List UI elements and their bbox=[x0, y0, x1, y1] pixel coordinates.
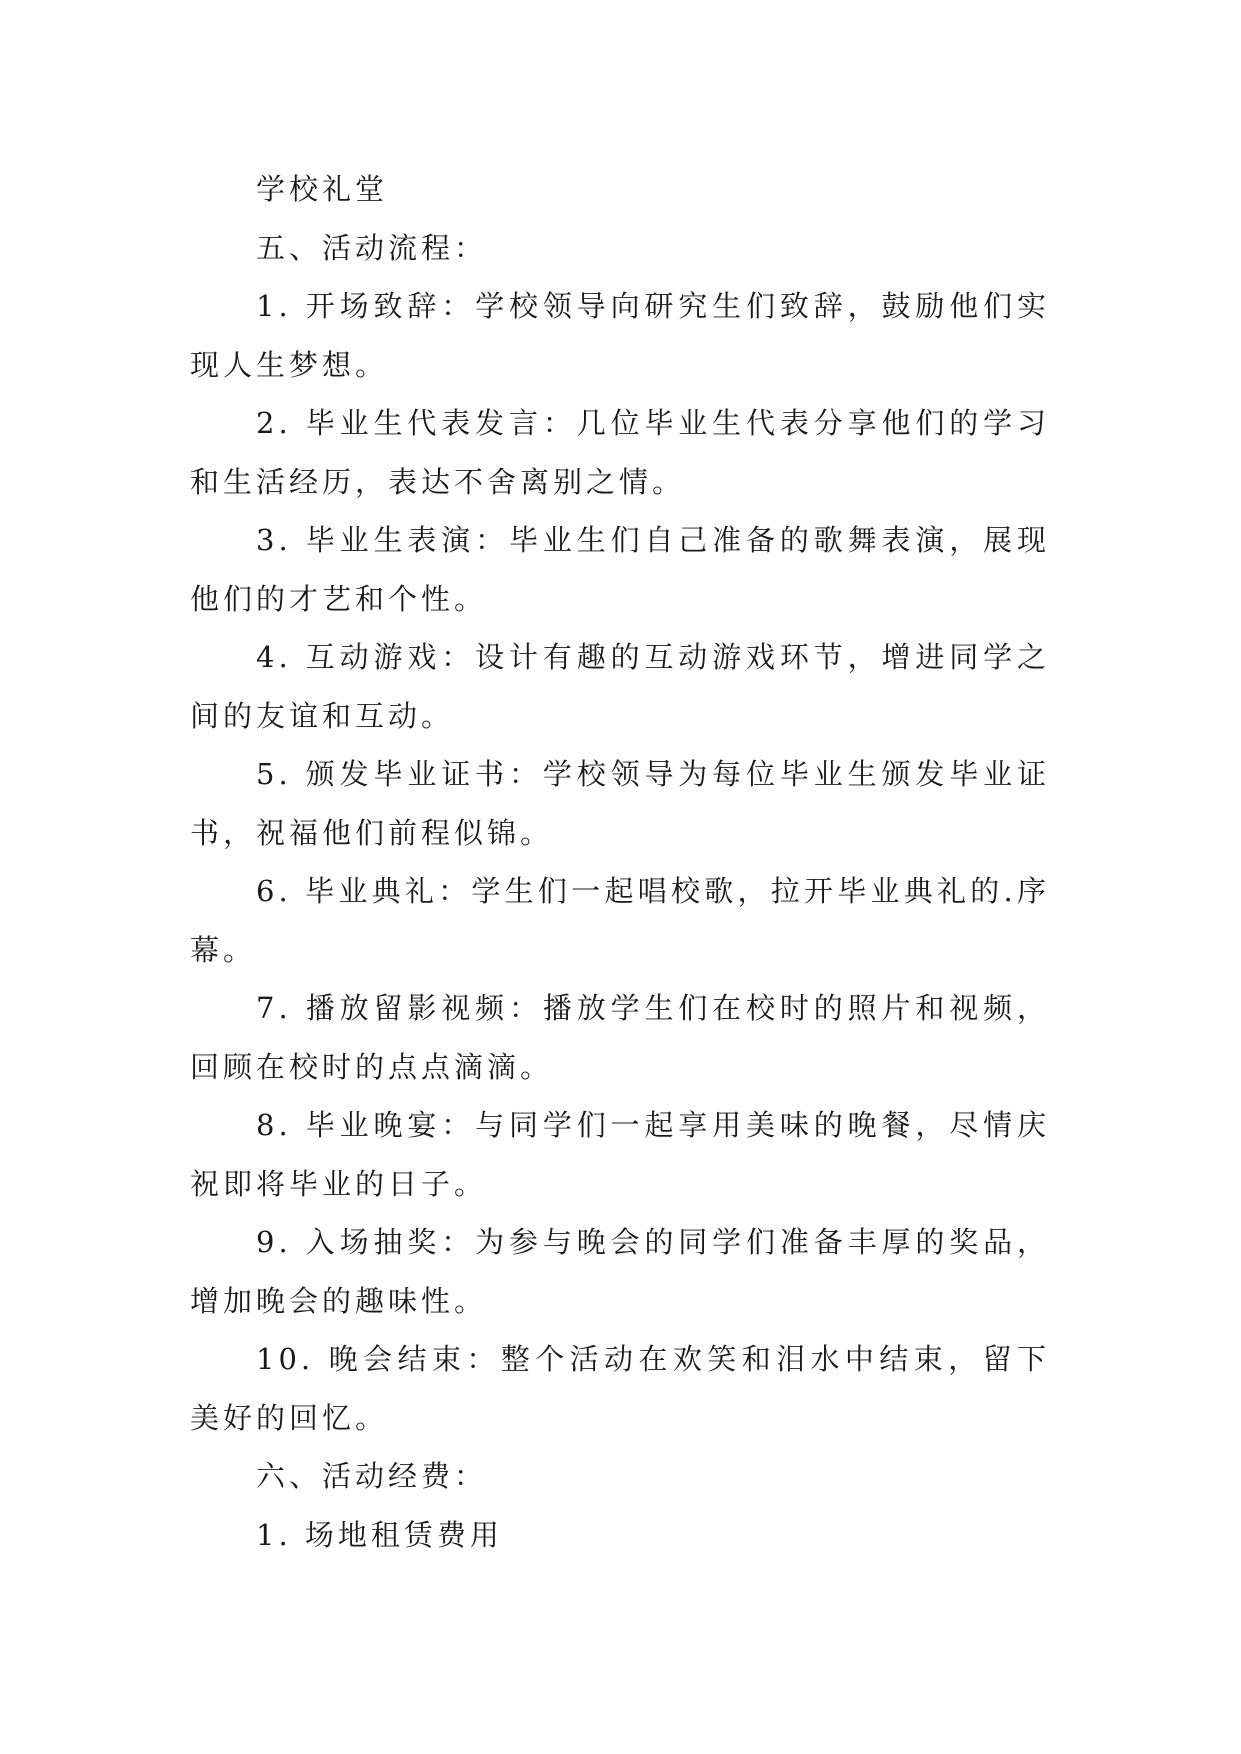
flow-item-10: 10. 晚会结束：整个活动在欢笑和泪水中结束，留下美好的回忆。 bbox=[190, 1342, 1050, 1435]
section-heading-activity-budget: 六、活动经费： bbox=[256, 1459, 488, 1493]
flow-item-9: 9. 入场抽奖：为参与晚会的同学们准备丰厚的奖品，增加晚会的趣味性。 bbox=[190, 1225, 1050, 1318]
venue-text: 学校礼堂 bbox=[256, 172, 389, 206]
flow-item-2: 2. 毕业生代表发言：几位毕业生代表分享他们的学习和生活经历，表达不舍离别之情。 bbox=[190, 406, 1050, 499]
section-heading-activity-flow: 五、活动流程： bbox=[256, 230, 488, 265]
flow-item-3: 3. 毕业生表演：毕业生们自己准备的歌舞表演，展现他们的才艺和个性。 bbox=[190, 523, 1050, 616]
flow-item-8: 8. 毕业晚宴：与同学们一起享用美味的晚餐，尽情庆祝即将毕业的日子。 bbox=[190, 1108, 1050, 1201]
flow-item-7: 7. 播放留影视频：播放学生们在校时的照片和视频，回顾在校时的点点滴滴。 bbox=[190, 991, 1050, 1084]
budget-item-1: 1. 场地租赁费用 bbox=[256, 1517, 503, 1552]
flow-item-6: 6. 毕业典礼：学生们一起唱校歌，拉开毕业典礼的.序幕。 bbox=[190, 874, 1050, 967]
flow-item-5: 5. 颁发毕业证书：学校领导为每位毕业生颁发毕业证书，祝福他们前程似锦。 bbox=[190, 757, 1050, 850]
flow-item-4: 4. 互动游戏：设计有趣的互动游戏环节，增进同学之间的友谊和互动。 bbox=[190, 640, 1050, 733]
flow-item-1: 1. 开场致辞：学校领导向研究生们致辞，鼓励他们实现人生梦想。 bbox=[190, 289, 1050, 382]
document-body bbox=[190, 160, 1050, 1564]
